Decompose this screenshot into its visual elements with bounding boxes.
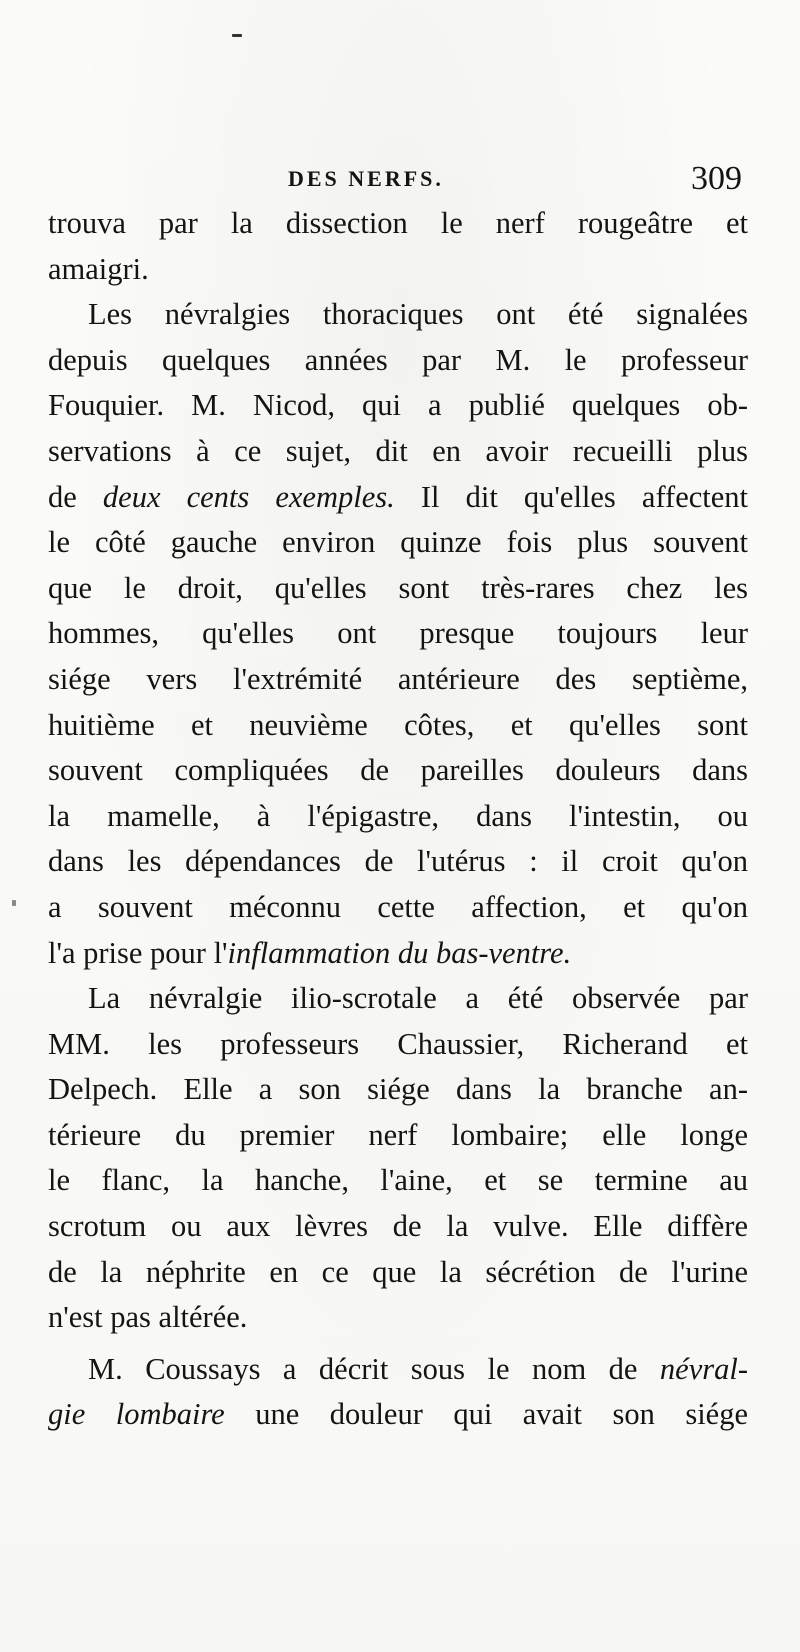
text-line: le côté gauche environ quinze fois plus souvent bbox=[48, 525, 748, 560]
italic-phrase: deux cents exemples. bbox=[102, 479, 395, 514]
text-run: une douleur qui avait son siége bbox=[224, 1397, 748, 1432]
italic-phrase: névral- bbox=[659, 1351, 748, 1386]
text-line: que le droit, qu'elles sont très-rares chez les bbox=[48, 570, 748, 605]
text-line: souvent compliquées de pareilles douleurs dans bbox=[48, 753, 748, 788]
text-line bbox=[48, 475, 748, 521]
text-run: M. Coussays a décrit sous le nom de bbox=[88, 1351, 660, 1386]
italic-phrase: gie lombaire bbox=[48, 1397, 225, 1432]
text-line: trouva par la dissection le nerf rougeâtre et bbox=[48, 206, 748, 240]
text-line: Fouquier. M. Nicod, qui a publié quelques ob- bbox=[48, 388, 748, 423]
running-head bbox=[48, 160, 748, 200]
text-line: de la néphrite en ce que la sécrétion de l'urine bbox=[48, 1254, 748, 1289]
text-line: huitième et neuvième côtes, et qu'elles sont bbox=[48, 707, 748, 742]
text-line: MM. les professeurs Chaussier, Richerand et bbox=[48, 1026, 748, 1061]
text-line bbox=[48, 931, 748, 977]
text-line: Delpech. Elle a son siége dans la branche an- bbox=[48, 1072, 748, 1107]
body-text bbox=[48, 201, 748, 1438]
text-run: Il dit qu'elles affectent bbox=[394, 479, 749, 514]
paragraph-start-line bbox=[48, 1347, 748, 1393]
text-line: scrotum ou aux lèvres de la vulve. Elle diffère bbox=[48, 1209, 748, 1244]
page-number: 309 bbox=[691, 160, 742, 197]
running-title: DES NERFS. bbox=[288, 166, 444, 191]
text-line: térieure du premier nerf lombaire; elle longe bbox=[48, 1117, 748, 1152]
text-run: de bbox=[48, 479, 103, 514]
text-line: dans les dépendances de l'utérus : il croit qu'on bbox=[48, 844, 748, 879]
paragraph-start-line: La névralgie ilio-scrotale a été observée par bbox=[88, 981, 748, 1016]
paragraph-start-line: Les névralgies thoraciques ont été signalées bbox=[88, 297, 748, 332]
text-line: n'est pas altérée. bbox=[48, 1300, 248, 1335]
text-line bbox=[48, 1392, 748, 1438]
text-line: siége vers l'extrémité antérieure des septième, bbox=[48, 661, 748, 696]
text-line: servations à ce sujet, dit en avoir recueilli plus bbox=[48, 433, 748, 468]
text-line: amaigri. bbox=[48, 251, 149, 286]
text-line: hommes, qu'elles ont presque toujours leur bbox=[48, 616, 748, 651]
text-line: a souvent méconnu cette affection, et qu'on bbox=[48, 889, 748, 924]
text-line: depuis quelques années par M. le professeur bbox=[48, 342, 748, 377]
text-run: l'a prise pour l' bbox=[48, 935, 228, 970]
text-line: la mamelle, à l'épigastre, dans l'intestin, ou bbox=[48, 798, 748, 833]
print-mark bbox=[232, 34, 242, 37]
text-line: le flanc, la hanche, l'aine, et se termine au bbox=[48, 1163, 748, 1198]
italic-phrase: inflammation du bas-ventre. bbox=[227, 935, 572, 970]
scan-speck bbox=[12, 900, 16, 906]
